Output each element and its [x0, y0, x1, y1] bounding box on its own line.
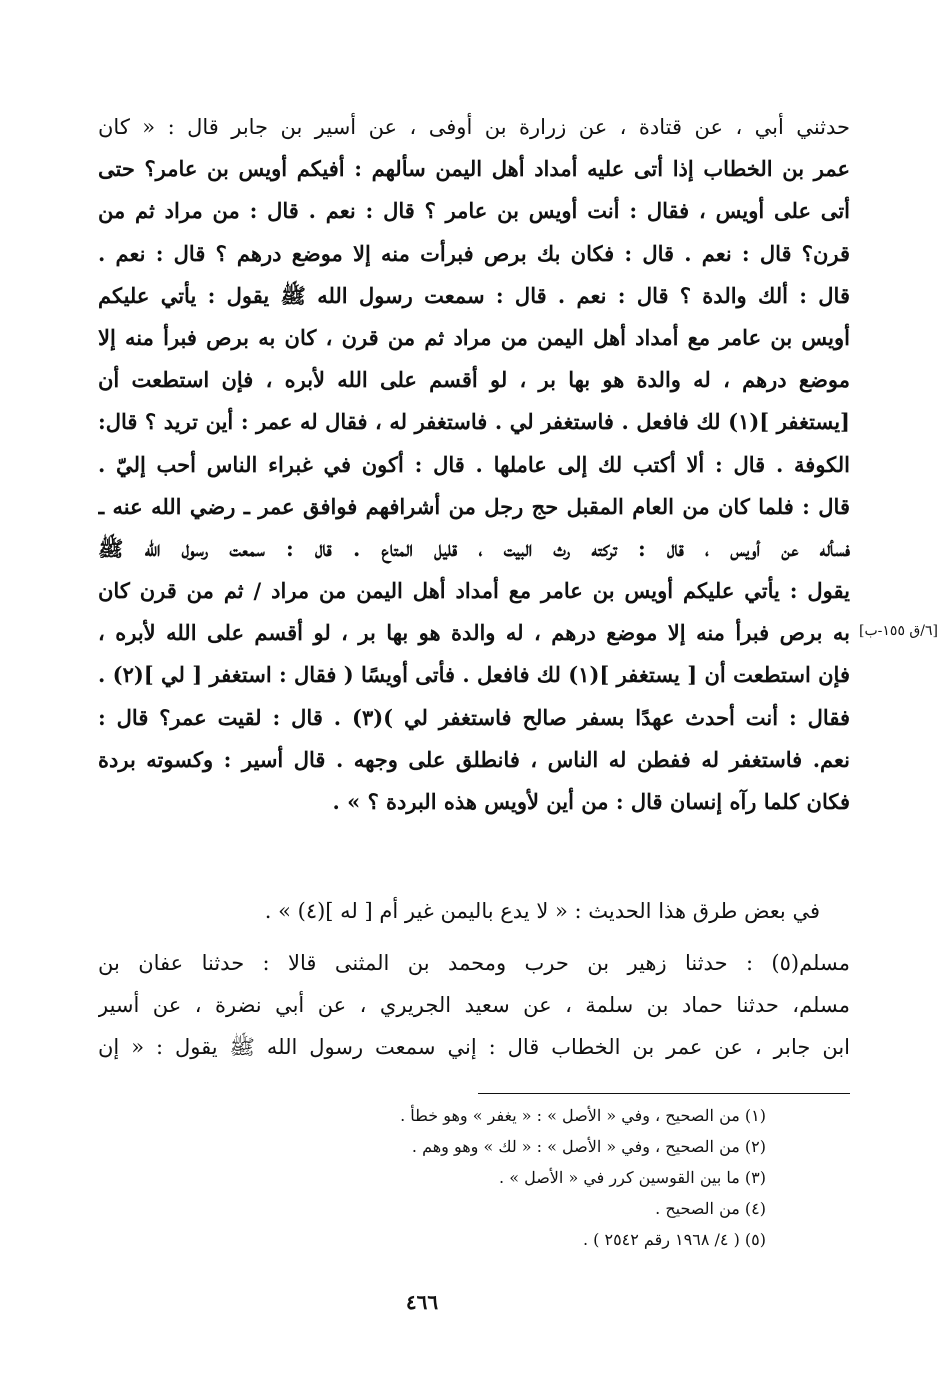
footnote-item: (١) من الصحيح ، وفي « الأصل » : « يغفر » وهو خطأ .	[400, 1106, 766, 1125]
footnote-item: (٤) من الصحيح .	[655, 1199, 766, 1218]
body-line: فقال : أنت أحدث عهدًا بسفر صالح فاستغفر لي )(٣) . قال : لقيت عمر؟ قال :	[98, 704, 850, 730]
body-line: أويس بن عامر مع أمداد أهل اليمن من مراد ثم من قرن ، كان به برص فبرأ منه إلا	[98, 324, 850, 350]
footnotes	[98, 1100, 766, 1255]
variant-line: في بعض طرق هذا الحديث : « لا يدع باليمن غير أم [ له ](٤) » .	[264, 899, 820, 923]
muslim-narration	[98, 942, 850, 1069]
body-line: يقول : يأتي عليكم أويس بن عامر مع أمداد أهل اليمن من مراد / ثم من قرن كان	[98, 578, 850, 604]
body-line: أتى على أويس ، فقال : أنت أويس بن عامر ؟ قال : نعم . قال : من مراد ثم من	[98, 198, 850, 224]
variant-narration	[98, 890, 850, 932]
body-line: قرن؟ قال : نعم . قال : فكان بك برص فبرأت منه إلا موضع درهم ؟ قال : نعم .	[98, 240, 850, 266]
narration-line: ابن جابر ، عن عمر بن الخطاب قال : إني سمعت رسول الله ﷺ يقول : « إن	[98, 1035, 850, 1060]
narration-line: مسلم(٥) : حدثنا زهير بن حرب ومحمد بن المثنى قالا : حدثنا عفان بن	[98, 951, 850, 975]
manuscript-folio-note: [٦/ق ١٥٥-ب]	[859, 623, 938, 639]
body-line: [يستغفر ](١) لك فافعل . فاستغفر لي . فاستغفر له ، فقال له عمر : أين تريد ؟ قال:	[98, 409, 850, 435]
body-line: قال : فلما كان من العام المقبل حج رجل من أشرافهم فوافق عمر ـ رضي الله عنه ـ	[98, 493, 850, 519]
hadith-body	[98, 106, 850, 823]
body-line: عمر بن الخطاب إذا أتى عليه أمداد أهل اليمن سألهم : أفيكم أويس بن عامر؟ حتى	[98, 156, 850, 182]
footnote-divider	[478, 1093, 850, 1094]
body-line: موضع درهم ، له والدة هو بها بر ، لو أقسم على الله لأبره ، فإن استطعت أن	[98, 367, 850, 393]
body-line: حدثني أبي ، عن قتادة ، عن زرارة بن أوفى ، عن أسير بن جابر قال : « كان	[98, 115, 850, 139]
body-line: فإن استطعت أن [ يستغفر ](١) لك فافعل . فأتى أويسًا ( فقال : استغفر [ لي ](٢) .	[98, 662, 850, 688]
footnote-item: (٢) من الصحيح ، وفي « الأصل » : « لك » وهو وهم .	[411, 1137, 766, 1156]
body-line: الكوفة . قال : ألا أكتب لك إلى عاملها . قال : أكون في غبراء الناس أحب إليّ .	[98, 451, 850, 477]
footnote-item: (٣) ما بين القوسين كرر في « الأصل » .	[499, 1168, 766, 1187]
page-number: ٤٦٦	[405, 1290, 439, 1314]
body-line: به برص فبرأ منه إلا موضع درهم ، له والدة هو بها بر ، لو أقسم على الله لأبره ،	[98, 620, 850, 646]
body-line: فكان كلما رآه إنسان قال : من أين لأويس هذه البردة ؟ » .	[332, 789, 850, 814]
body-line: نعم. فاستغفر له ففطن له الناس ، فانطلق على وجهه . قال أسير : وكسوته بردة	[98, 746, 850, 772]
footnote-item: (٥) ( ٤/ ١٩٦٨ رقم ٢٥٤٢ ) .	[582, 1230, 766, 1249]
narration-line: مسلم، حدثنا حماد بن سلمة ، عن سعيد الجريري ، عن أبي نضرة ، عن أسير	[98, 993, 850, 1018]
body-line: قال : ألك والدة ؟ قال : نعم . قال : سمعت رسول الله ﷺ يقول : يأتي عليكم	[98, 282, 850, 308]
body-line: فسأله عن أويس ، قال : تركته رث البيت ، قليل المتاع . قال : سمعت رسول الله ﷺ	[98, 535, 850, 561]
